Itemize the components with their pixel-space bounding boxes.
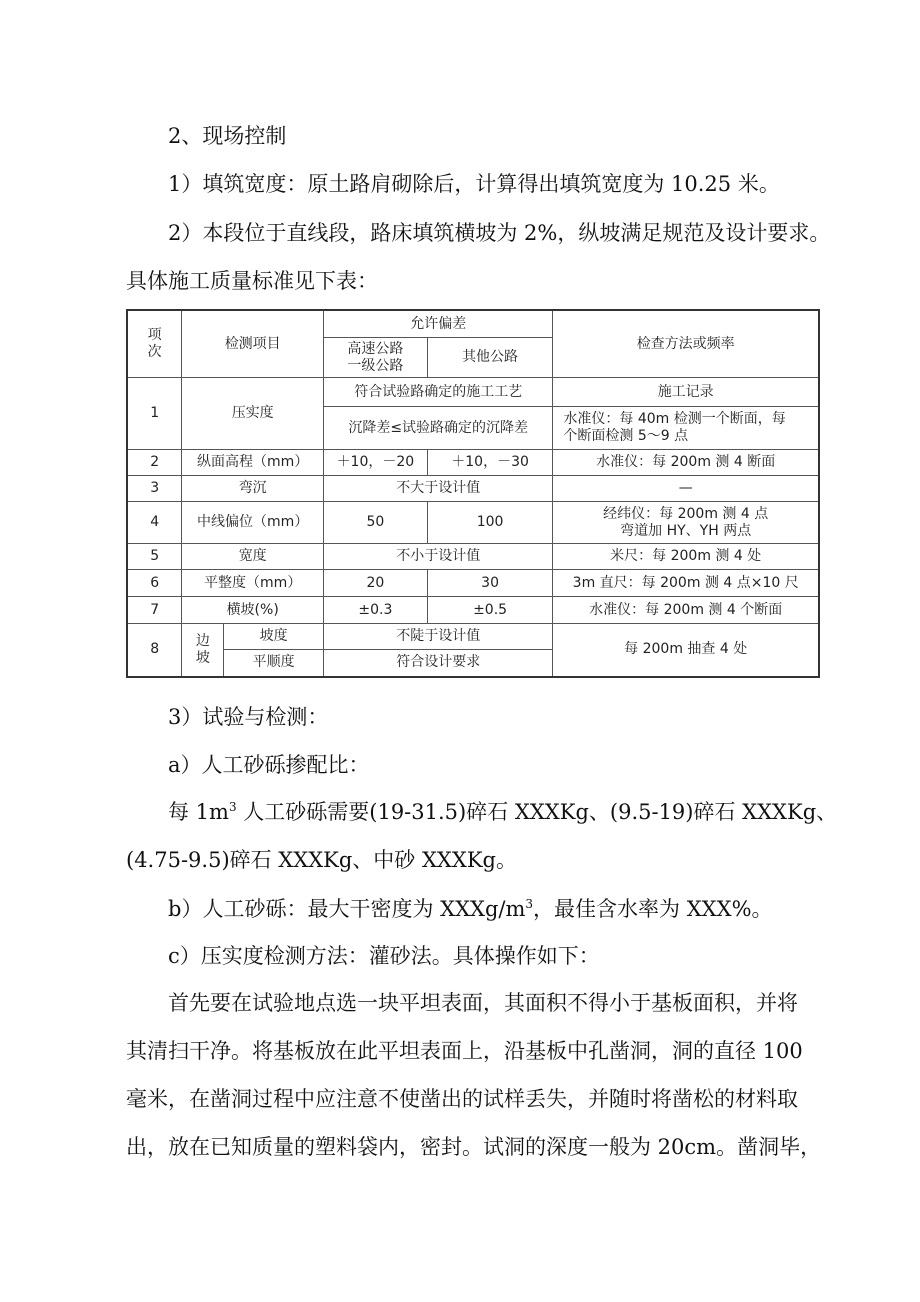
row2-no: 2: [127, 450, 182, 476]
row2-tolerance-other: ＋10，－30: [427, 450, 553, 476]
row4-item: 中线偏位（mm）: [182, 502, 324, 544]
row8-no: 8: [127, 624, 182, 677]
row4-tolerance-highway: 50: [324, 502, 428, 544]
header-tolerance: 允许偏差: [324, 310, 553, 338]
row8-sub-smoothness: 平顺度: [224, 650, 324, 677]
row5-item: 宽度: [182, 544, 324, 570]
row1-tolerance-settlement: 沉降差≤试验路确定的沉降差: [324, 407, 553, 450]
row4-method: 经纬仪：每 200m 测 4 点 弯道加 HY、YH 两点: [553, 502, 819, 544]
section-heading: 2、现场控制: [168, 124, 287, 148]
row5-tolerance: 不小于设计值: [324, 544, 553, 570]
header-test-item: 检测项目: [182, 310, 324, 378]
row3-no: 3: [127, 476, 182, 502]
row7-no: 7: [127, 597, 182, 624]
row3-method: —: [553, 476, 819, 502]
quality-standard-table: [126, 309, 820, 678]
row6-no: 6: [127, 570, 182, 597]
row1-no: 1: [127, 378, 182, 450]
row1-method-record: 施工记录: [553, 378, 819, 407]
paragraph-compaction-method: c）压实度检测方法：灌砂法。具体操作如下：: [168, 944, 600, 968]
paragraph-fill-width: 1）填筑宽度：原土路肩砌除后，计算得出填筑宽度为 10.25 米。: [168, 172, 780, 196]
row2-item: 纵面高程（mm）: [182, 450, 324, 476]
row1-method-level: 水准仪：每 40m 检测一个断面，每 个断面检测 5～9 点: [553, 407, 819, 450]
paragraph-mix-line1: [168, 797, 868, 827]
paragraph-mix-line2: (4.75-9.5)碎石 XXXKg、中砂 XXXKg。: [126, 848, 517, 872]
row6-tolerance-other: 30: [427, 570, 553, 597]
row3-item: 弯沉: [182, 476, 324, 502]
row8-tolerance-gradient: 不陡于设计值: [324, 624, 553, 650]
row7-tolerance-highway: ±0.3: [324, 597, 428, 624]
row5-no: 5: [127, 544, 182, 570]
paragraph-slope-line2: 具体施工质量标准见下表：: [126, 269, 378, 293]
row4-no: 4: [127, 502, 182, 544]
row4-tolerance-other: 100: [427, 502, 553, 544]
paragraph-mix-ratio: a）人工砂砾掺配比：: [168, 753, 370, 777]
paragraph-body-line2: 其清扫干净。将基板放在此平坦表面上，沿基板中孔凿洞，洞的直径 100: [126, 1039, 803, 1063]
paragraph-density: [168, 894, 868, 924]
header-tolerance-highway: 高速公路 一级公路: [324, 338, 428, 378]
row6-item: 平整度（mm）: [182, 570, 324, 597]
density-suffix: ，最佳含水率为 XXX%。: [533, 897, 773, 921]
row8-tolerance-smoothness: 符合设计要求: [324, 650, 553, 677]
mix-line1-suffix: 人工砂砾需要(19-31.5)碎石 XXXKg、(9.5-19)碎石 XXXKg、: [236, 800, 838, 824]
mix-line1-prefix: 每 1m: [168, 800, 229, 824]
row2-method: 水准仪：每 200m 测 4 断面: [553, 450, 819, 476]
row1-item: 压实度: [182, 378, 324, 450]
row7-tolerance-other: ±0.5: [427, 597, 553, 624]
row7-item: 横坡(%): [182, 597, 324, 624]
paragraph-body-line4: 出，放在已知质量的塑料袋内，密封。试洞的深度一般为 20cm。凿洞毕，: [126, 1135, 822, 1159]
mix-line1-superscript: 3: [228, 800, 237, 814]
density-superscript: 3: [525, 897, 534, 911]
paragraph-testing: 3）试验与检测：: [168, 705, 329, 729]
row5-method: 米尺：每 200m 测 4 处: [553, 544, 819, 570]
row8-group-slope: 边 坡: [182, 624, 224, 677]
density-prefix: b）人工砂砾：最大干密度为 XXXg/m: [168, 897, 526, 921]
paragraph-body-line3: 毫米，在凿洞过程中应注意不使凿出的试样丢失，并随时将凿松的材料取: [126, 1087, 798, 1111]
row1-tolerance-process: 符合试验路确定的施工工艺: [324, 378, 553, 407]
row7-method: 水准仪：每 200m 测 4 个断面: [553, 597, 819, 624]
paragraph-body-line1: 首先要在试验地点选一块平坦表面，其面积不得小于基板面积，并将: [168, 991, 798, 1015]
row3-tolerance: 不大于设计值: [324, 476, 553, 502]
row8-sub-gradient: 坡度: [224, 624, 324, 650]
row8-method: 每 200m 抽查 4 处: [553, 624, 819, 677]
paragraph-slope-line1: 2）本段位于直线段，路床填筑横坡为 2%，纵坡满足规范及设计要求。: [168, 221, 831, 245]
header-method: 检查方法或频率: [553, 310, 819, 378]
row6-tolerance-highway: 20: [324, 570, 428, 597]
row2-tolerance-highway: ＋10，－20: [324, 450, 428, 476]
header-item-no: 项 次: [127, 310, 182, 378]
row6-method: 3m 直尺：每 200m 测 4 点×10 尺: [553, 570, 819, 597]
header-tolerance-other: 其他公路: [427, 338, 553, 378]
